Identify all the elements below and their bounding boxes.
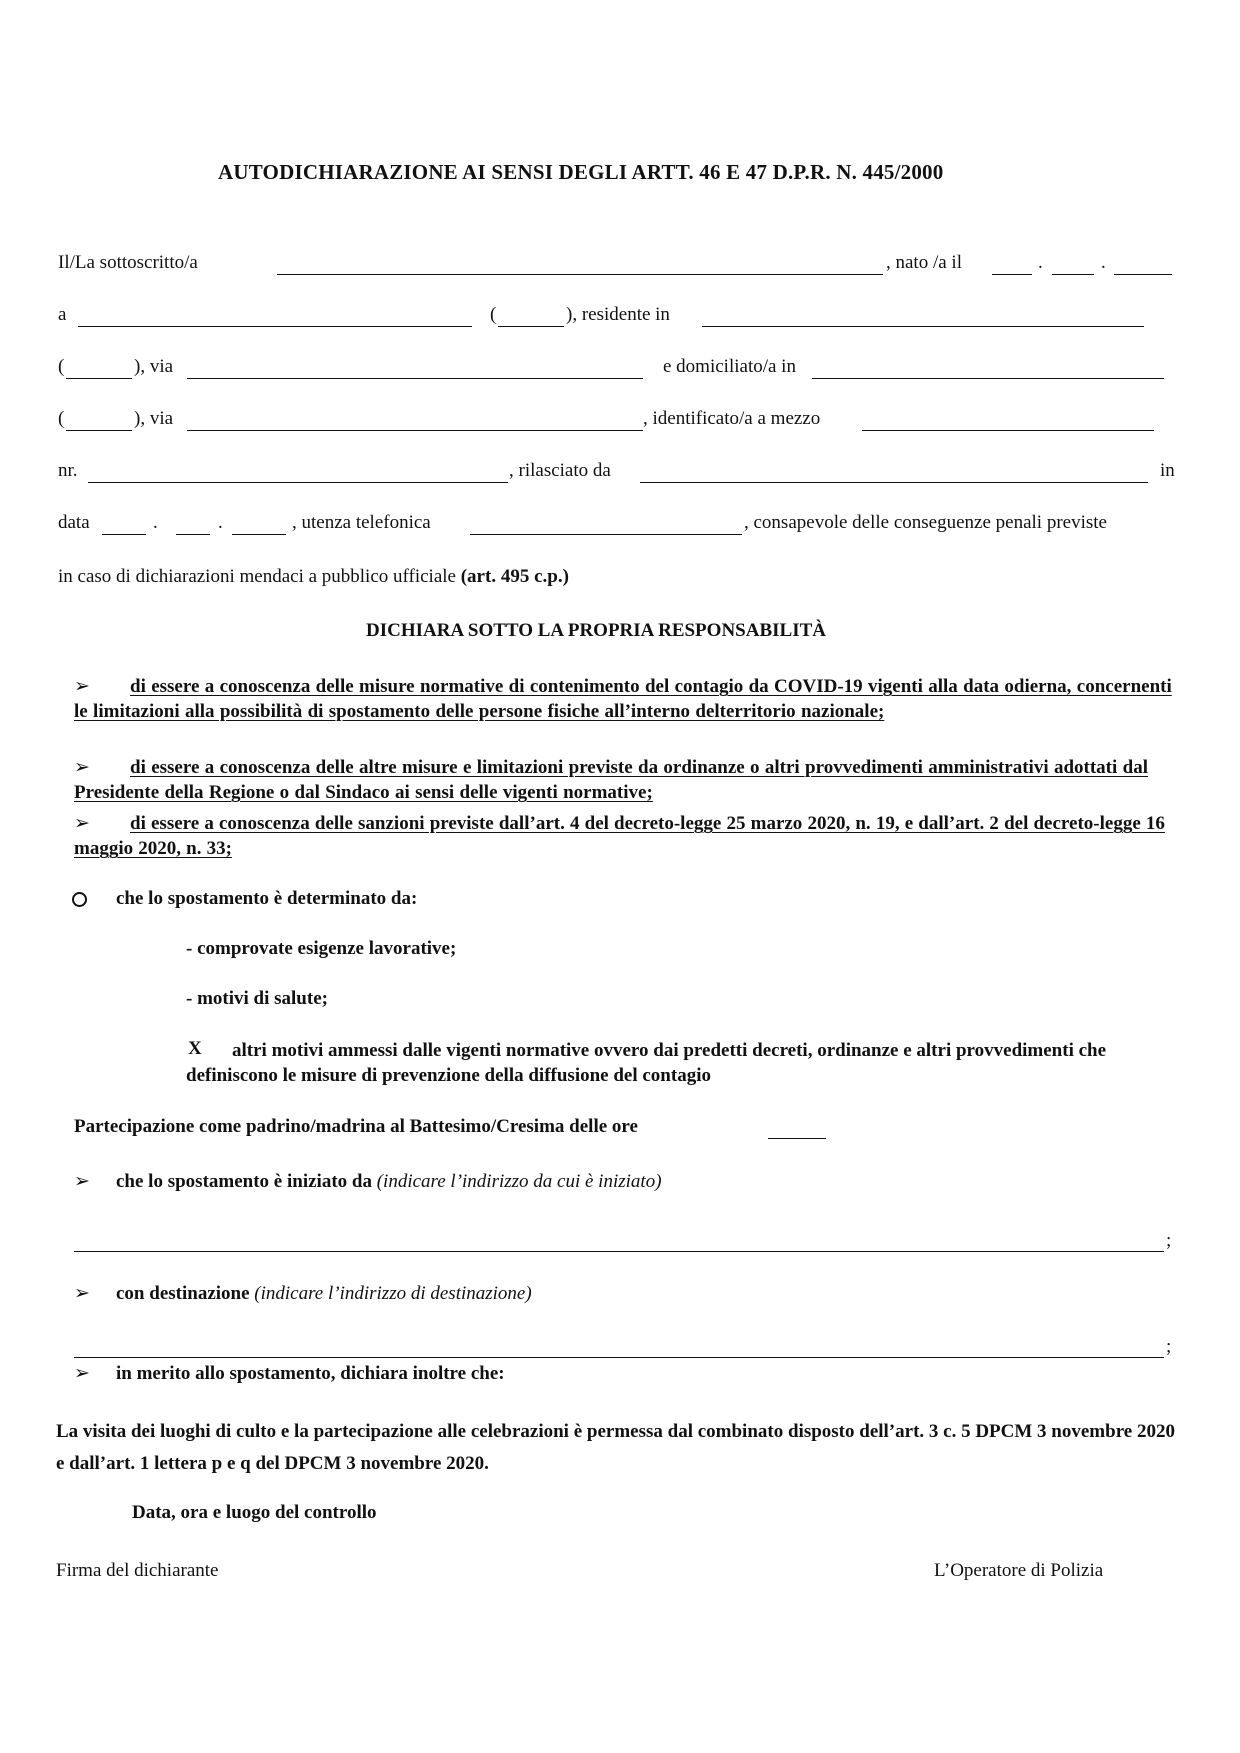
option-other[interactable]: altri motivi ammessi dalle vigenti normative ovvero dai predetti decreti, ordinanze e altri provvedimenti che definiscono le misure di prevenzione della diffusione del contagio (186, 1040, 1107, 1086)
label-a: a (58, 304, 67, 325)
label-via-2: ), via (134, 408, 174, 429)
destination-row (74, 1282, 532, 1305)
birth-date-dot-2: . (1101, 252, 1106, 273)
bullet-arrow-icon: ➢ (74, 813, 90, 834)
label-sottoscritto: Il/La sottoscritto/a (58, 252, 198, 273)
field-issuer-line[interactable] (640, 482, 1148, 483)
destination-semicolon: ; (1166, 1336, 1172, 1357)
field-domicile-province-line[interactable] (66, 430, 132, 431)
label-data: data (58, 512, 90, 533)
control-label: Data, ora e luogo del controllo (132, 1502, 377, 1523)
paren-open-1: ( (490, 304, 497, 325)
circle-bullet-icon (72, 892, 87, 907)
bullet-arrow-icon: ➢ (74, 757, 90, 778)
label-utenza: , utenza telefonica (292, 512, 431, 533)
issue-date-dot-1: . (153, 512, 158, 533)
field-name-line[interactable] (277, 274, 883, 275)
bullet-text: di essere a conoscenza delle sanzioni previste dall’art. 4 del decreto-legge 25 marzo 2020, n. 19, e dall’art. 2 del decreto-legge 16 maggio 2020, n. 33; (74, 813, 1165, 859)
bullet-text: di essere a conoscenza delle altre misure e limitazioni previste da ordinanze o altri provvedimenti amministrativi adottati dal Presidente della Regione o dal Sindaco ai sensi delle vigenti normative; (74, 757, 1148, 803)
start-semicolon: ; (1166, 1230, 1172, 1251)
field-birth-month-line[interactable] (1052, 274, 1094, 275)
label-nr: nr. (58, 460, 78, 481)
further-label: in merito allo spostamento, dichiara inoltre che: (116, 1363, 505, 1384)
field-phone-line[interactable] (470, 534, 742, 535)
bullet-arrow-icon: ➢ (74, 1363, 90, 1384)
field-birth-year-line[interactable] (1114, 274, 1172, 275)
start-hint: (indicare l’indirizzo da cui è iniziato) (376, 1171, 662, 1192)
label-rilasciato: , rilasciato da (509, 460, 611, 481)
field-birth-place-line[interactable] (78, 326, 472, 327)
article-495: (art. 495 c.p.) (460, 566, 569, 587)
further-row (74, 1362, 505, 1385)
field-destination-address-line[interactable] (74, 1357, 1164, 1358)
field-issue-year-line[interactable] (232, 534, 286, 535)
paren-open-3: ( (58, 408, 65, 429)
bullet-item-ordinanze (74, 755, 1174, 805)
legal-note: La visita dei luoghi di culto e la partecipazione alle celebrazioni è permessa dal combinato disposto dell’art. 3 c. 5 DPCM 3 novembre 2020 e dall’art. 1 lettera p e q del DPCM 3 novembre 2020. (56, 1421, 1175, 1474)
label-in: in (1160, 460, 1175, 481)
field-birth-province-line[interactable] (498, 326, 564, 327)
start-label: che lo spostamento è iniziato da (116, 1171, 372, 1192)
destination-hint: (indicare l’indirizzo di destinazione) (254, 1283, 532, 1304)
field-id-document-line[interactable] (862, 430, 1154, 431)
bullet-item-sanzioni (74, 811, 1174, 861)
option-other-checkmark[interactable]: X (188, 1038, 202, 1059)
bullet-arrow-icon: ➢ (74, 1283, 90, 1304)
label-residente: ), residente in (566, 304, 670, 325)
declaration-heading: DICHIARA SOTTO LA PROPRIA RESPONSABILITÀ (366, 620, 826, 641)
field-id-number-line[interactable] (88, 482, 508, 483)
label-dichiarazioni-mendaci (58, 566, 569, 588)
issue-date-dot-2: . (218, 512, 223, 533)
document-title: AUTODICHIARAZIONE AI SENSI DEGLI ARTT. 46 E 47 D.P.R. N. 445/2000 (218, 160, 944, 184)
option-work[interactable]: - comprovate esigenze lavorative; (186, 938, 457, 959)
field-domicile-line[interactable] (812, 378, 1164, 379)
birth-date-dot-1: . (1038, 252, 1043, 273)
destination-label: con destinazione (116, 1283, 250, 1304)
paren-open-2: ( (58, 356, 65, 377)
motivation-intro: che lo spostamento è determinato da: (116, 888, 418, 909)
field-residence-province-line[interactable] (66, 378, 132, 379)
bullet-item-covid (74, 674, 1174, 724)
field-time-line[interactable] (768, 1138, 826, 1139)
field-domicile-street-line[interactable] (187, 430, 643, 431)
option-health[interactable]: - motivi di salute; (186, 988, 328, 1009)
field-issue-day-line[interactable] (102, 534, 146, 535)
mendaci-text: in caso di dichiarazioni mendaci a pubblico ufficiale (58, 566, 456, 587)
bullet-arrow-icon: ➢ (74, 676, 90, 697)
field-birth-day-line[interactable] (992, 274, 1032, 275)
participation-text: Partecipazione come padrino/madrina al Battesimo/Cresima delle ore (74, 1116, 638, 1137)
field-issue-month-line[interactable] (176, 534, 210, 535)
label-via-1: ), via (134, 356, 174, 377)
start-row (74, 1170, 662, 1193)
signature-police: L’Operatore di Polizia (934, 1560, 1104, 1581)
field-residence-street-line[interactable] (187, 378, 643, 379)
bullet-arrow-icon: ➢ (74, 1171, 90, 1192)
field-start-address-line[interactable] (74, 1251, 1164, 1252)
label-nato: , nato /a il (886, 252, 962, 273)
label-domiciliato: e domiciliato/a in (663, 356, 796, 377)
field-residence-line[interactable] (702, 326, 1144, 327)
signature-declarant: Firma del dichiarante (56, 1560, 219, 1581)
bullet-text: di essere a conoscenza delle misure normative di contenimento del contagio da COVID-19 vigenti alla data odierna, concernenti le limitazioni alla possibilità di spostamento delle persone fisiche all’interno delterritorio nazionale; (74, 676, 1172, 722)
label-identificato: , identificato/a a mezzo (643, 408, 821, 429)
label-consapevole: , consapevole delle conseguenze penali previste (744, 512, 1107, 533)
